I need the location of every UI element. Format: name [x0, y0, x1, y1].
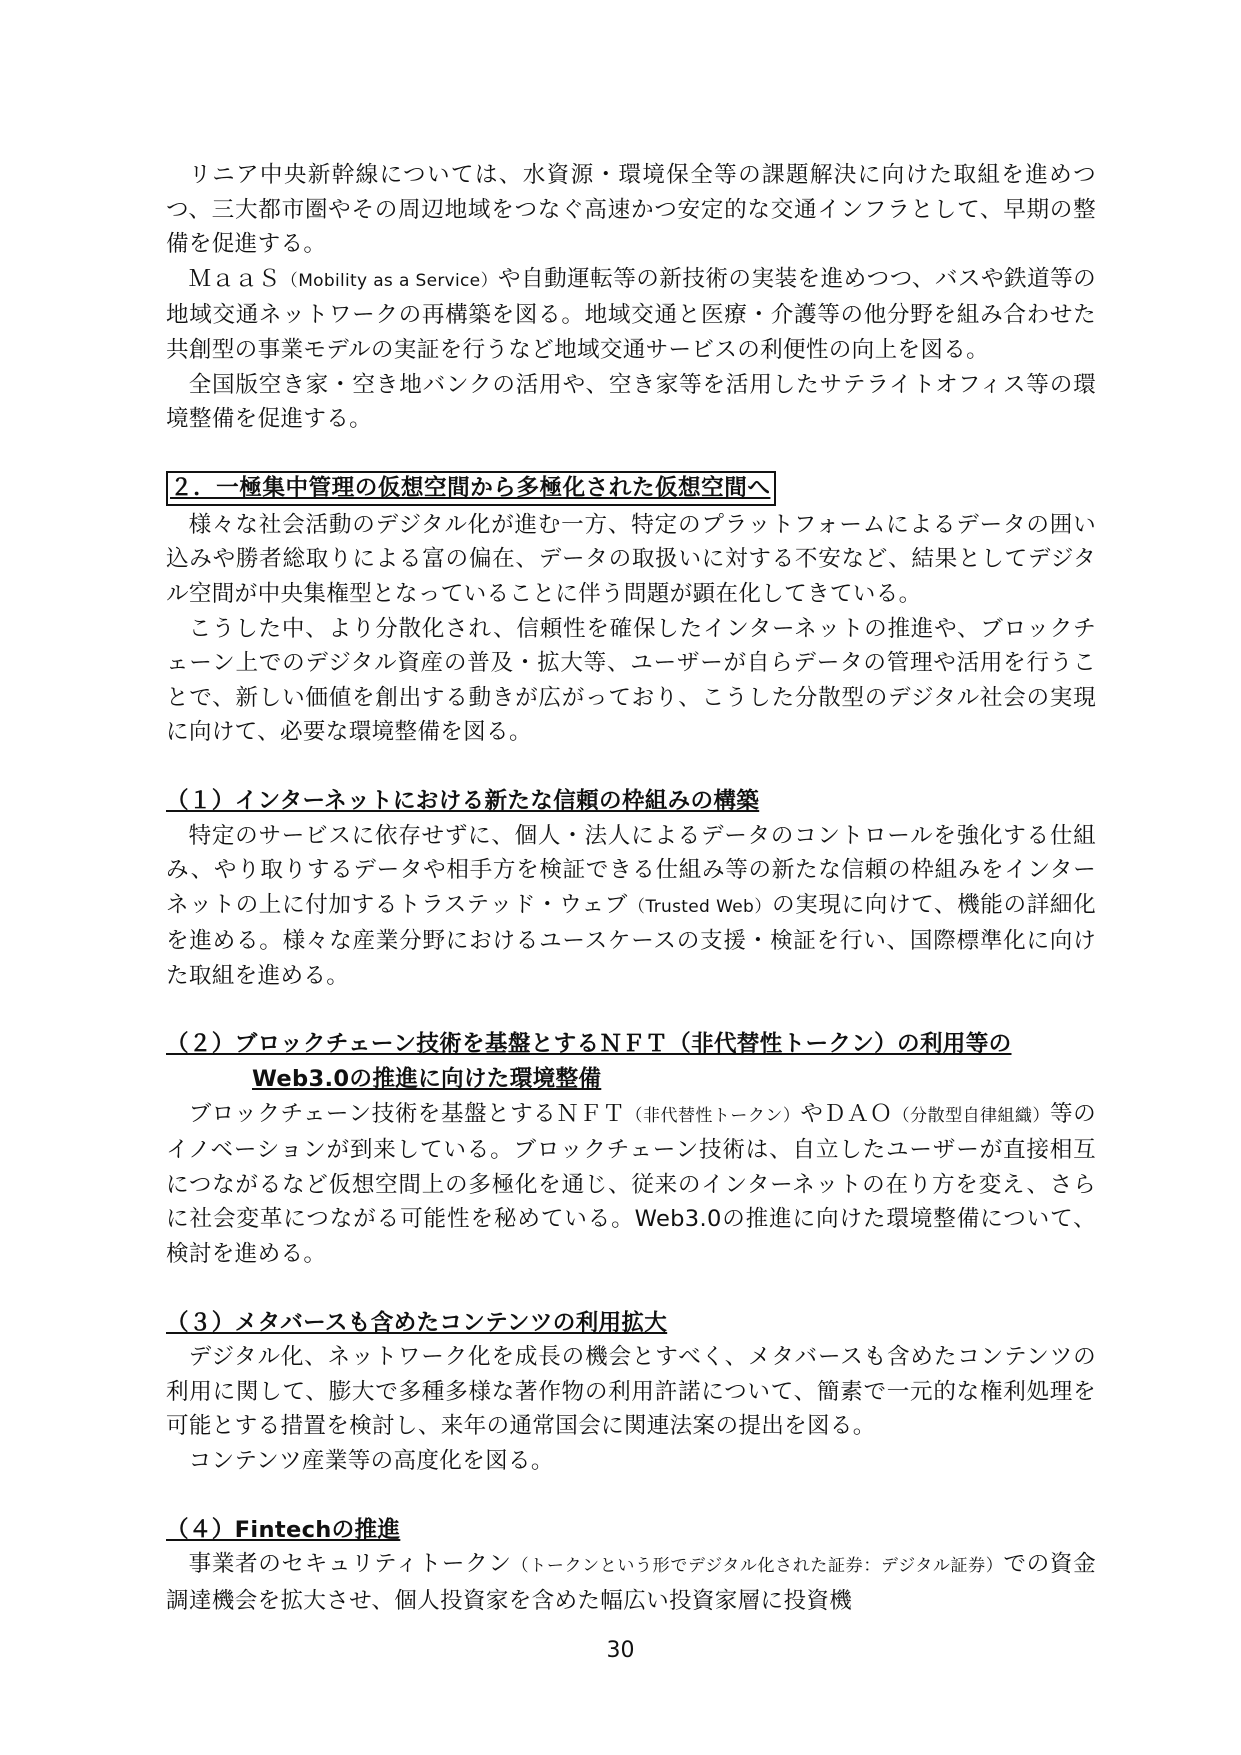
section-paragraph: こうした中、より分散化され、信頼性を確保したインターネットの推進や、ブロックチェーン上でのデジタル資産の普及・拡大等、ユーザーが自らデータの管理や活用を行うことで、新しい価値を創出する動きが広がっており、こうした分散型のデジタル社会の実現に向けて、必要な環境整備を図る。 — [166, 615, 1096, 746]
spacer — [166, 993, 1096, 1027]
text-run: やＤＡＯ — [800, 1100, 893, 1127]
text-run-small: （分散型自律組織） — [892, 1105, 1051, 1126]
spacer — [166, 750, 1096, 784]
section-paragraph: 様々な社会活動のデジタル化が進む一方、特定のプラットフォームによるデータの囲い込みや勝者総取りによる富の偏在、データの取扱いに対する不安など、結果としてデジタル空間が中央集権型となっていることに伴う問題が顕在化してきている。 — [166, 511, 1096, 607]
subsection-paragraph: デジタル化、ネットワーク化を成長の機会とすべく、メタバースも含めたコンテンツの利用に関して、膨大で多種多様な著作物の利用許諾について、簡素で一元的な権利処理を可能とする措置を検討し、来年の通常国会に関連法案の提出を図る。 — [166, 1344, 1096, 1440]
section-heading: ２．一極集中管理の仮想空間から多極化された仮想空間へ — [166, 471, 776, 506]
subsection-paragraph: コンテンツ産業等の高度化を図る。 — [188, 1448, 554, 1474]
page-number: 30 — [606, 1638, 635, 1663]
spacer — [166, 1479, 1096, 1513]
paragraph-maas — [166, 262, 1096, 368]
subsection-paragraph — [166, 819, 1096, 994]
maas-text: や自動運転等の新技術の実装を進めつつ、バスや鉄道等の地域交通ネットワークの再構築を図る。地域交通と医療・介護等の他分野を組み合わせた共創型の事業モデルの実証を行うなど地域交通サービスの利便性の向上を図る。 — [166, 265, 1097, 363]
text-run: ブロックチェーン技術を基盤とするＮＦＴ — [188, 1100, 626, 1127]
subsection-heading-2-line2: Web3.0の推進に向けた環境整備 — [252, 1066, 602, 1093]
paragraph-linear-shinkansen: リニア中央新幹線については、水資源・環境保全等の課題解決に向けた取組を進めつつ、三大都市圏やその周辺地域をつなぐ高速かつ安定的な交通インフラとして、早期の整備を促進する。 — [166, 162, 1096, 258]
subsection-heading-4: （４）Fintechの推進 — [166, 1516, 401, 1543]
subsection-heading-3: （３）メタバースも含めたコンテンツの利用拡大 — [166, 1309, 668, 1336]
spacer — [166, 437, 1096, 471]
subsection-heading-2 — [166, 1027, 1096, 1096]
subsection-paragraph — [166, 1097, 1096, 1272]
maas-expansion: （Mobility as a Service） — [280, 270, 499, 291]
subsection-heading-2-line1: （２）ブロックチェーン技術を基盤とするＮＦＴ（非代替性トークン）の利用等の — [166, 1031, 1012, 1058]
text-run-small: （非代替性トークン） — [625, 1105, 801, 1126]
spacer — [166, 1272, 1096, 1306]
section-heading-wrap — [166, 471, 1096, 506]
text-run: 事業者のセキュリティトークン — [188, 1551, 512, 1578]
text-run-small: （トークンという形でデジタル化された証券：デジタル証券） — [511, 1556, 1004, 1577]
subsection-heading-1: （１）インターネットにおける新たな信頼の枠組みの構築 — [166, 787, 760, 814]
subsection-paragraph — [166, 1547, 1096, 1618]
text-run: 特定のサービスに依存せずに、個人・法人によるデータのコントロールを強化する仕組み、やり取りするデータや相手方を検証できる仕組み等の新たな信頼の枠組みをインターネットの上に付加するトラステッド・ウェブ — [166, 822, 1096, 918]
text-run: での資金調達機会を拡大させ、個人投資家を含めた幅広い投資家層に投資機 — [166, 1551, 1096, 1614]
text-run-small: （Trusted Web） — [627, 896, 772, 917]
maas-term: ＭａａＳ — [188, 265, 281, 292]
paragraph-akiya-bank: 全国版空き家・空き地バンクの活用や、空き家等を活用したサテライトオフィス等の環境整備を促進する。 — [166, 371, 1096, 433]
text-run: 等のイノベーションが到来している。ブロックチェーン技術は、自立したユーザーが直接相互につながるなど仮想空間上の多極化を通じ、従来のインターネットの在り方を変え、さらに社会変革につながる可能性を秘めている。Web3.0の推進に向けた環境整備について、検討を進める。 — [166, 1100, 1096, 1268]
page-content — [166, 158, 1096, 1618]
text-run: の実現に向けて、機能の詳細化を進める。様々な産業分野におけるユースケースの支援・検証を行い、国際標準化に向けた取組を進める。 — [166, 891, 1096, 989]
